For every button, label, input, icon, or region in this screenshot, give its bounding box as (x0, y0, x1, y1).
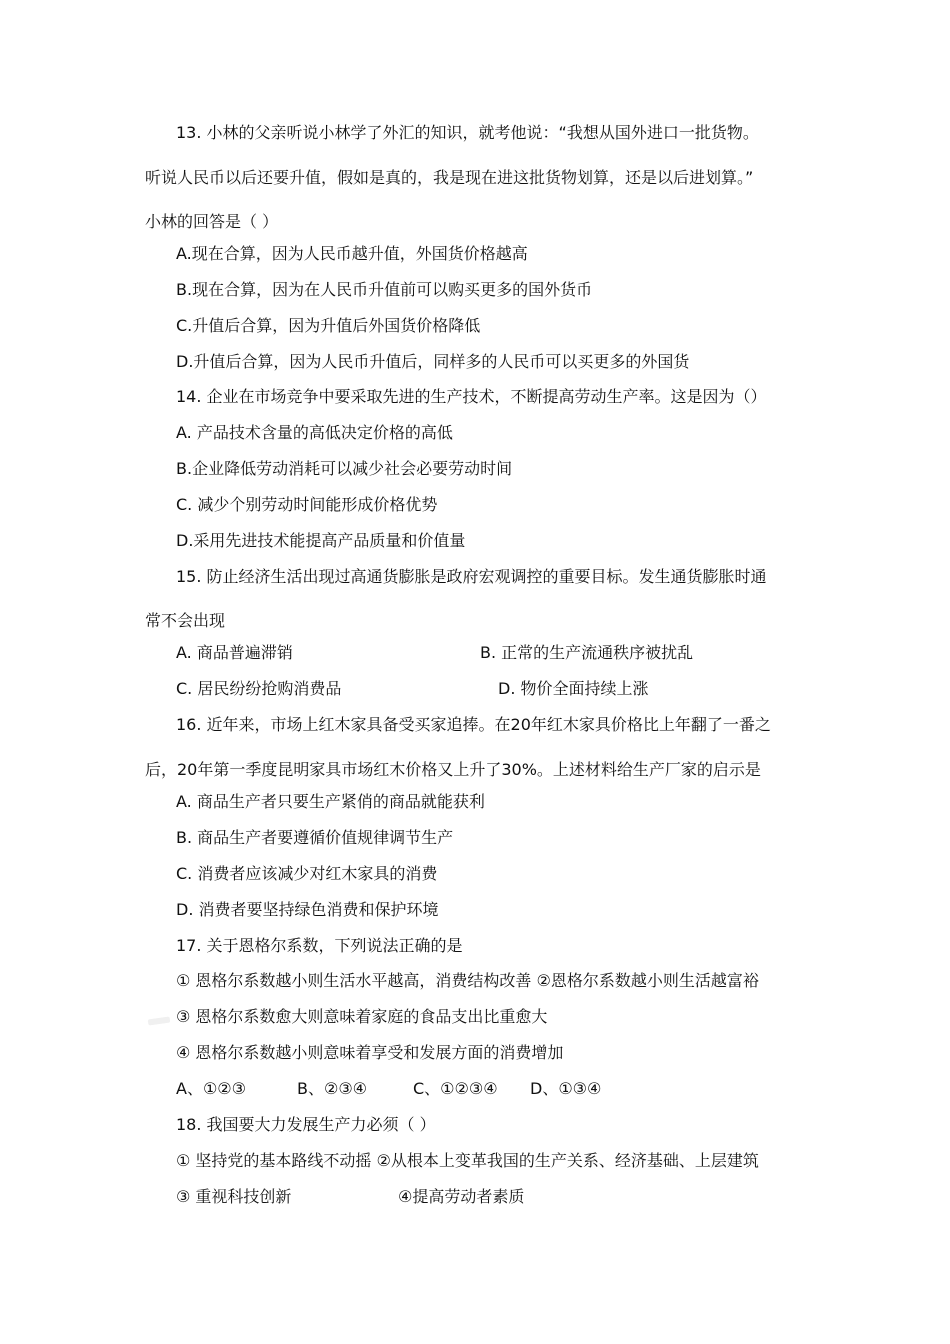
q17-choice-d: D、①③④ (530, 1079, 602, 1098)
q15-option-d: D. 物价全面持续上涨 (498, 679, 649, 698)
q14-stem: 14. 企业在市场竞争中要采取先进的生产技术，不断提高劳动生产率。这是因为（） (176, 387, 767, 406)
q13-stem-line2: 听说人民币以后还要升值，假如是真的，我是现在进这批货物划算，还是以后进划算。” (145, 168, 754, 187)
q13-option-a: A.现在合算，因为人民币越升值，外国货价格越高 (176, 244, 528, 263)
q18-statement-4: ④提高劳动者素质 (398, 1187, 525, 1206)
q14-option-c: C. 减少个别劳动时间能形成价格优势 (176, 495, 438, 514)
q15-option-c: C. 居民纷纷抢购消费品 (176, 679, 342, 698)
q13-option-b: B.现在合算，因为在人民币升值前可以购买更多的国外货币 (176, 280, 593, 299)
q16-option-b: B. 商品生产者要遵循价值规律调节生产 (176, 828, 454, 847)
scan-smudge (148, 1016, 171, 1025)
q15-option-a: A. 商品普遍滞销 (176, 643, 293, 662)
q14-option-b: B.企业降低劳动消耗可以减少社会必要劳动时间 (176, 459, 513, 478)
q13-stem-line3: 小林的回答是（ ） (145, 212, 279, 231)
q17-statement-4: ④ 恩格尔系数越小则意味着享受和发展方面的消费增加 (176, 1043, 564, 1062)
q18-stem: 18. 我国要大力发展生产力必须（ ） (176, 1115, 436, 1134)
q18-statement-3: ③ 重视科技创新 (176, 1187, 292, 1206)
q15-stem-line2: 常不会出现 (145, 611, 226, 630)
q16-stem-line2: 后，20年第一季度昆明家具市场红木价格又上升了30%。上述材料给生产厂家的启示是 (145, 760, 761, 779)
q15-option-b: B. 正常的生产流通秩序被扰乱 (480, 643, 694, 662)
q17-statement-3: ③ 恩格尔系数愈大则意味着家庭的食品支出比重愈大 (176, 1007, 548, 1026)
q14-option-a: A. 产品技术含量的高低决定价格的高低 (176, 423, 453, 442)
q16-option-c: C. 消费者应该减少对红木家具的消费 (176, 864, 438, 883)
q18-statement-1-2: ① 坚持党的基本路线不动摇 ②从根本上变革我国的生产关系、经济基础、上层建筑 (176, 1151, 759, 1170)
q13-stem-line1: 13. 小林的父亲听说小林学了外汇的知识，就考他说：“我想从国外进口一批货物。 (176, 123, 759, 142)
q17-choice-a: A、①②③ (176, 1079, 246, 1098)
q17-stem: 17. 关于恩格尔系数，下列说法正确的是 (176, 936, 463, 955)
q13-option-d: D.升值后合算，因为人民币升值后，同样多的人民币可以买更多的外国货 (176, 352, 690, 371)
q16-option-d: D. 消费者要坚持绿色消费和保护环境 (176, 900, 439, 919)
q16-stem-line1: 16. 近年来，市场上红木家具备受买家追捧。在20年红木家具价格比上年翻了一番之 (176, 715, 771, 734)
q17-choice-b: B、②③④ (297, 1079, 368, 1098)
q16-option-a: A. 商品生产者只要生产紧俏的商品就能获利 (176, 792, 485, 811)
q15-stem-line1: 15. 防止经济生活出现过高通货膨胀是政府宏观调控的重要目标。发生通货膨胀时通 (176, 567, 767, 586)
q13-option-c: C.升值后合算，因为升值后外国货价格降低 (176, 316, 481, 335)
q17-statement-1-2: ① 恩格尔系数越小则生活水平越高，消费结构改善 ②恩格尔系数越小则生活越富裕 (176, 971, 759, 990)
q17-choice-c: C、①②③④ (413, 1079, 498, 1098)
q14-option-d: D.采用先进技术能提高产品质量和价值量 (176, 531, 466, 550)
